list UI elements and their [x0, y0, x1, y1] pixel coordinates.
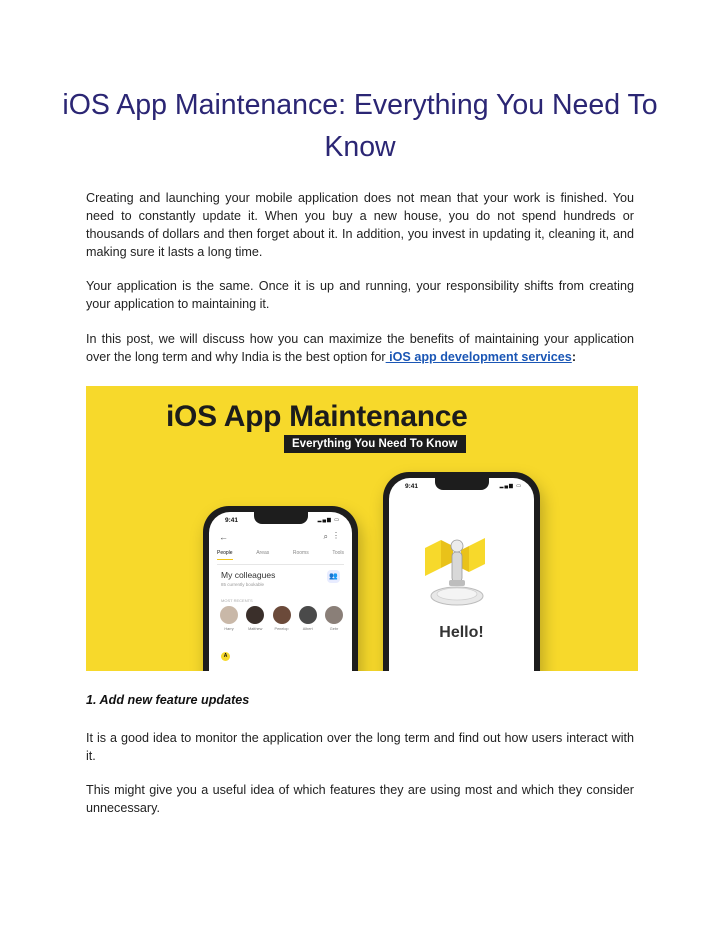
card-title: My colleagues	[221, 570, 276, 580]
ios-app-development-services-link[interactable]: iOS app development services	[385, 350, 572, 364]
hello-greeting: Hello!	[439, 624, 484, 641]
contact-name: Penelop	[274, 627, 289, 631]
avatar	[299, 606, 317, 624]
arrow-left-icon: ←	[219, 532, 228, 542]
contact-item	[298, 606, 318, 631]
tab-rooms: Rooms	[292, 550, 309, 556]
person-on-platform-illustration	[419, 518, 495, 614]
tab-people: People	[217, 550, 233, 560]
contact-name: Matthew	[248, 627, 263, 631]
second-paragraph: Your application is the same. Once it is up and running, your responsibility shifts from creating your application to maintaining it.	[86, 279, 634, 311]
avatar	[273, 606, 291, 624]
third-paragraph	[86, 330, 634, 366]
avatar	[220, 606, 238, 624]
recent-contacts	[219, 606, 344, 631]
status-time: 9:41	[225, 517, 239, 524]
fifth-paragraph: This might give you a useful idea of which features they are using most and which they consider unnecessary.	[86, 783, 634, 815]
search-icon: ⌕	[323, 532, 328, 541]
contact-item	[219, 606, 239, 631]
tab-tools: Tools	[332, 550, 344, 556]
intro-paragraph: Creating and launching your mobile application does not mean that your work is finished. You need to constantly update it. When you buy a new house, you do not spend hundreds or thousands of dollars and then forget about it. In addition, you invest in updating it, cleaning it, and making sure it lasts a long time.	[86, 191, 634, 259]
group-icon: 👥	[327, 570, 340, 583]
avatar	[246, 606, 264, 624]
left-phone-mockup	[203, 506, 358, 671]
app-tabs	[217, 550, 344, 565]
signal-battery-icon: ▂▄▆ ▭	[317, 517, 340, 523]
contact-item	[245, 606, 265, 631]
phone-notch	[254, 512, 308, 524]
section-heading: 1. Add new feature updates	[86, 693, 250, 707]
left-phone-screen	[209, 512, 352, 671]
page-title: iOS App Maintenance: Everything You Need To Know	[62, 89, 658, 163]
more-vertical-icon: ⋮	[332, 531, 340, 540]
app-toolbar	[219, 532, 342, 544]
contact-name: Harry	[224, 627, 234, 631]
hero-subtitle: Everything You Need To Know	[284, 435, 466, 453]
contact-item	[272, 606, 292, 631]
contact-item	[324, 606, 344, 631]
tab-areas: Areas	[256, 550, 270, 556]
recents-label: MOST RECENTS	[221, 598, 253, 603]
third-paragraph-text: In this post, we will discuss how you can maximize the benefits of maintaining your application over the long term and why India is the best option for	[86, 332, 634, 364]
phone-notch	[435, 478, 489, 490]
hero-banner-image	[86, 386, 638, 671]
status-time: 9:41	[405, 483, 419, 490]
third-paragraph-colon: :	[571, 350, 577, 364]
contact-name: Albert	[302, 627, 313, 631]
fourth-paragraph: It is a good idea to monitor the application over the long term and find out how users interact with it.	[86, 731, 634, 763]
signal-battery-icon: ▂▄▆ ▭	[499, 483, 522, 489]
contact-name: Gebr	[329, 627, 339, 631]
card-subtitle: 85 currently bookable	[221, 582, 265, 587]
avatar	[325, 606, 343, 624]
right-phone-screen	[389, 478, 534, 671]
right-phone-mockup	[383, 472, 540, 671]
fab-button: A	[221, 652, 230, 661]
hero-title: iOS App Maintenance	[166, 400, 468, 433]
